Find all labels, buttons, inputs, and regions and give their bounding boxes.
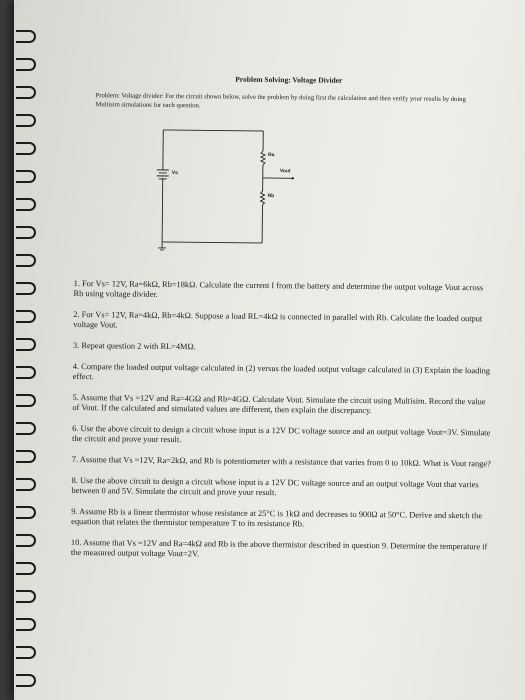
question-5: 5. Assume that Vs =12V and Ra=4GΩ and Rb=4GΩ. Calculate Vout. Simulate the circuit using Multisim. Record the value of Vout. If the calculated and simulated values are different, then explain the discrepancy. [72, 393, 486, 416]
rb-label: Rb [267, 193, 275, 200]
question-3: 3. Repeat question 2 with RL=4MΩ. [72, 341, 196, 352]
vout-label: Vout [279, 168, 291, 175]
question-6: 6. Use the above circuit to design a circuit whose input is a 12V DC voltage source and an output voltage Vout=3V. Simulate the circuit and prove your result. [71, 424, 491, 445]
question-7: 7. Assume that Vs =12V, Ra=2kΩ, and Rb is potentiometer with a resistance that varies from 0 to 10kΩ. What is Vout range? [71, 454, 491, 469]
page-title: Problem Solving: Voltage Divider [235, 74, 343, 85]
spiral-binding [14, 0, 40, 700]
question-8: 8. Use the above circuit to design a circuit whose input is a 12V DC voltage source and an output voltage Vout that varies between 0 and 5V. Simulate the circuit and prove your result. [71, 475, 479, 498]
circuit-schematic [132, 122, 333, 264]
circuit-diagram [132, 122, 333, 264]
question-4: 4. Compare the loaded output voltage calculated in (2) versus the loaded output voltage calculated in (3) Explain the loading effect. [72, 362, 491, 382]
question-list [71, 279, 494, 562]
ra-label: Ra [267, 152, 275, 159]
vs-label: Vs [171, 170, 178, 177]
question-2: 2. For Vs= 12V, Ra=4kΩ, Rb=4kΩ. Suppose a load RL=4kΩ is connected in parallel with Rb. Calculate the loaded output voltage Vout. [73, 310, 483, 330]
worksheet [69, 60, 504, 573]
question-1: 1. For Vs= 12V, Ra=6kΩ, Rb=18kΩ. Calculate the current I from the battery and determine the output voltage Vout across Rb using voltage divider. [73, 279, 484, 299]
question-10: 10. Assume that Vs =12V and Ra=4kΩ and Rb is the above thermistor described in question 9. Determine the temperature if the measured output voltage Vout=2V. [70, 537, 488, 559]
paper-sheet [14, 0, 525, 700]
problem-intro: Problem: Voltage divider: For the circuit shown below, solve the problem by doing first the calculation and then verify your results by doing Multisim simulations for each question. [95, 92, 466, 109]
question-9: 9. Assume Rb is a linear thermistor whose resistance at 25°C is 1kΩ and decreases to 900Ω at 50°C. Derive and sketch the equation that relates the thermistor temperature T to its resistance Rb. [71, 506, 483, 529]
